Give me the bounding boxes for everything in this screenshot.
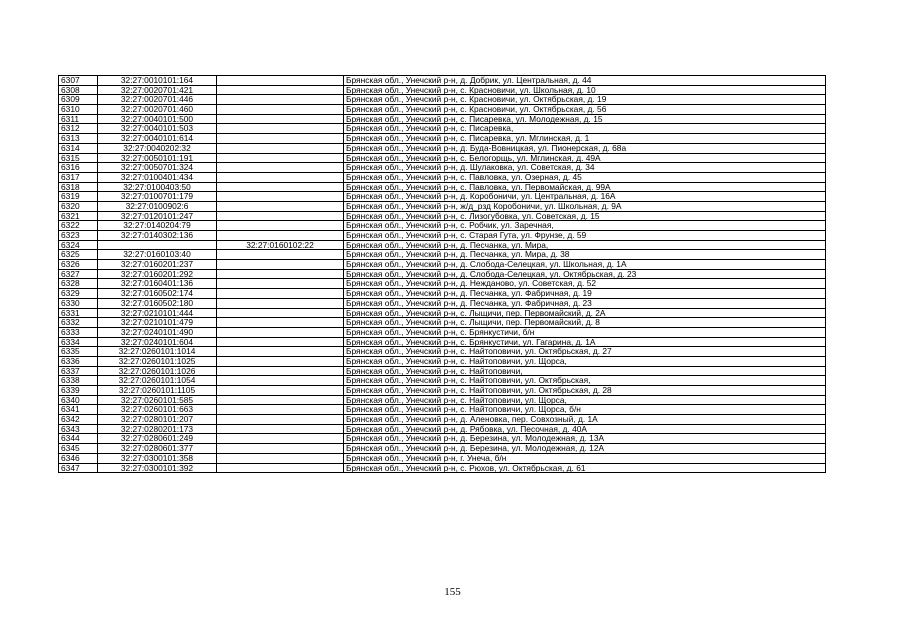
table-row (59, 279, 826, 289)
address-cell: Брянская обл., Унечский р-н, с. Брянкустичи, ул. Гагарина, д. 1А (344, 337, 826, 347)
previous-number-cell (217, 124, 344, 134)
previous-number-cell (217, 105, 344, 115)
table-row (59, 269, 826, 279)
address-cell: Брянская обл., Унечский р-н, с. Лыщичи, пер. Первомайский, д. 8 (344, 318, 826, 328)
row-number-cell: 6313 (59, 134, 98, 144)
cadastral-number-cell: 32:27:0260101:1014 (98, 347, 217, 357)
table-row (59, 289, 826, 299)
row-number-cell: 6316 (59, 163, 98, 173)
table-row (59, 240, 826, 250)
previous-number-cell (217, 231, 344, 241)
cadastral-number-cell: 32:27:0240101:604 (98, 337, 217, 347)
table-row (59, 376, 826, 386)
address-cell: Брянская обл., Унечский р-н, с. Писаревка, (344, 124, 826, 134)
previous-number-cell (217, 434, 344, 444)
table-row (59, 76, 826, 86)
address-cell: Брянская обл., Унечский р-н, с. Павловка, ул. Озерная, д. 45 (344, 172, 826, 182)
address-cell: Брянская обл., Унечский р-н, с. Найтоповичи, ул. Октябрьская, д. 27 (344, 347, 826, 357)
previous-number-cell (217, 415, 344, 425)
address-cell: Брянская обл., Унечский р-н, ж/д_рзд Коробоничи, ул. Школьная, д. 9А (344, 201, 826, 211)
previous-number-cell (217, 463, 344, 473)
row-number-cell: 6344 (59, 434, 98, 444)
row-number-cell: 6311 (59, 114, 98, 124)
row-number-cell: 6307 (59, 76, 98, 86)
previous-number-cell (217, 444, 344, 454)
table-row (59, 298, 826, 308)
cadastral-number-cell: 32:27:0010101:164 (98, 76, 217, 86)
cadastral-number-cell: 32:27:0160502:174 (98, 289, 217, 299)
table-row (59, 211, 826, 221)
previous-number-cell (217, 211, 344, 221)
cadastral-number-cell: 32:27:0040202:32 (98, 143, 217, 153)
previous-number-cell (217, 376, 344, 386)
cadastral-number-cell: 32:27:0260101:1054 (98, 376, 217, 386)
row-number-cell: 6345 (59, 444, 98, 454)
cadastral-number-cell: 32:27:0160502:180 (98, 298, 217, 308)
table-row (59, 308, 826, 318)
table-row (59, 444, 826, 454)
register-table (58, 75, 826, 473)
row-number-cell: 6310 (59, 105, 98, 115)
previous-number-cell (217, 318, 344, 328)
cadastral-number-cell: 32:27:0280601:249 (98, 434, 217, 444)
previous-number-cell (217, 201, 344, 211)
cadastral-number-cell (98, 240, 217, 250)
address-cell: Брянская обл., Унечский р-н, д. Буда-Вовницкая, ул. Пионерская, д. 68а (344, 143, 826, 153)
table-row (59, 424, 826, 434)
address-cell: Брянская обл., Унечский р-н, с. Павловка, ул. Первомайская, д. 99А (344, 182, 826, 192)
table-row (59, 415, 826, 425)
row-number-cell: 6319 (59, 192, 98, 202)
address-cell: Брянская обл., Унечский р-н, с. Красновичи, ул. Октябрьская, д. 19 (344, 95, 826, 105)
previous-number-cell (217, 76, 344, 86)
table-row (59, 95, 826, 105)
address-cell: Брянская обл., Унечский р-н, с. Лизогубовка, ул. Советская, д. 15 (344, 211, 826, 221)
cadastral-number-cell: 32:27:0100401:434 (98, 172, 217, 182)
address-cell: Брянская обл., Унечский р-н, с. Красновичи, ул. Школьная, д. 10 (344, 85, 826, 95)
row-number-cell: 6333 (59, 327, 98, 337)
address-cell: Брянская обл., Унечский р-н, с. Красновичи, ул. Октябрьская, д. 56 (344, 105, 826, 115)
row-number-cell: 6317 (59, 172, 98, 182)
cadastral-number-cell: 32:27:0300101:358 (98, 453, 217, 463)
table-row (59, 318, 826, 328)
address-cell: Брянская обл., Унечский р-н, д. Рябовка, ул. Песочная, д. 40А (344, 424, 826, 434)
address-cell: Брянская обл., Унечский р-н, д. Слобода-Селецкая, ул. Школьная, д. 1А (344, 260, 826, 270)
cadastral-number-cell: 32:27:0260101:663 (98, 405, 217, 415)
row-number-cell: 6347 (59, 463, 98, 473)
cadastral-number-cell: 32:27:0280201:173 (98, 424, 217, 434)
cadastral-number-cell: 32:27:0300101:392 (98, 463, 217, 473)
address-cell: Брянская обл., Унечский р-н, с. Найтоповичи, ул. Щорса, (344, 356, 826, 366)
address-cell: Брянская обл., Унечский р-н, с. Робчик, ул. Заречная, (344, 221, 826, 231)
address-cell: Брянская обл., Унечский р-н, г. Унеча, б/н (344, 453, 826, 463)
previous-number-cell (217, 221, 344, 231)
row-number-cell: 6326 (59, 260, 98, 270)
row-number-cell: 6346 (59, 453, 98, 463)
row-number-cell: 6327 (59, 269, 98, 279)
table-row (59, 153, 826, 163)
previous-number-cell (217, 143, 344, 153)
cadastral-number-cell: 32:27:0020701:421 (98, 85, 217, 95)
address-cell: Брянская обл., Унечский р-н, с. Белогорщь, ул. Мглинская, д. 49А (344, 153, 826, 163)
address-cell: Брянская обл., Унечский р-н, д. Песчанка, ул. Фабричная, д. 19 (344, 289, 826, 299)
table-row (59, 356, 826, 366)
cadastral-number-cell: 32:27:0020701:446 (98, 95, 217, 105)
row-number-cell: 6328 (59, 279, 98, 289)
previous-number-cell (217, 279, 344, 289)
previous-number-cell (217, 260, 344, 270)
table-row (59, 395, 826, 405)
address-cell: Брянская обл., Унечский р-н, д. Березина, ул. Молодежная, д. 13А (344, 434, 826, 444)
row-number-cell: 6321 (59, 211, 98, 221)
address-cell: Брянская обл., Унечский р-н, с. Писаревка, ул. Мглинская, д. 1 (344, 134, 826, 144)
row-number-cell: 6334 (59, 337, 98, 347)
address-cell: Брянская обл., Унечский р-н, с. Писаревка, ул. Молодежная, д. 15 (344, 114, 826, 124)
cadastral-number-cell: 32:27:0210101:479 (98, 318, 217, 328)
previous-number-cell (217, 289, 344, 299)
row-number-cell: 6339 (59, 386, 98, 396)
cadastral-number-cell: 32:27:0040101:614 (98, 134, 217, 144)
address-cell: Брянская обл., Унечский р-н, д. Песчанка, ул. Фабричная, д. 23 (344, 298, 826, 308)
table-row (59, 105, 826, 115)
table-row (59, 405, 826, 415)
previous-number-cell (217, 114, 344, 124)
row-number-cell: 6308 (59, 85, 98, 95)
row-number-cell: 6343 (59, 424, 98, 434)
previous-number-cell (217, 298, 344, 308)
table-row (59, 347, 826, 357)
row-number-cell: 6332 (59, 318, 98, 328)
address-cell: Брянская обл., Унечский р-н, с. Брянкустичи, б/н (344, 327, 826, 337)
previous-number-cell (217, 327, 344, 337)
row-number-cell: 6320 (59, 201, 98, 211)
register-table-body (59, 76, 826, 473)
address-cell: Брянская обл., Унечский р-н, с. Старая Гута, ул. Фрунзе, д. 59 (344, 231, 826, 241)
row-number-cell: 6318 (59, 182, 98, 192)
table-row (59, 172, 826, 182)
row-number-cell: 6336 (59, 356, 98, 366)
address-cell: Брянская обл., Унечский р-н, д. Березина, ул. Молодежная, д. 12А (344, 444, 826, 454)
row-number-cell: 6341 (59, 405, 98, 415)
address-cell: Брянская обл., Унечский р-н, с. Найтоповичи, ул. Октябрьская, (344, 376, 826, 386)
cadastral-number-cell: 32:27:0260101:1026 (98, 366, 217, 376)
table-row (59, 114, 826, 124)
cadastral-number-cell: 32:27:0260101:1105 (98, 386, 217, 396)
address-cell: Брянская обл., Унечский р-н, с. Найтоповичи, (344, 366, 826, 376)
table-row (59, 366, 826, 376)
table-row (59, 163, 826, 173)
table-row (59, 386, 826, 396)
table-row (59, 453, 826, 463)
table-row (59, 182, 826, 192)
previous-number-cell (217, 308, 344, 318)
previous-number-cell (217, 356, 344, 366)
address-cell: Брянская обл., Унечский р-н, с. Рюхов, ул. Октябрьская, д. 61 (344, 463, 826, 473)
previous-number-cell (217, 134, 344, 144)
address-cell: Брянская обл., Унечский р-н, д. Песчанка, ул. Мира, (344, 240, 826, 250)
table-row (59, 463, 826, 473)
cadastral-number-cell: 32:27:0100902:6 (98, 201, 217, 211)
previous-number-cell (217, 453, 344, 463)
row-number-cell: 6322 (59, 221, 98, 231)
table-row (59, 260, 826, 270)
table-row (59, 221, 826, 231)
cadastral-number-cell: 32:27:0160201:237 (98, 260, 217, 270)
cadastral-number-cell: 32:27:0280101:207 (98, 415, 217, 425)
previous-number-cell (217, 250, 344, 260)
row-number-cell: 6329 (59, 289, 98, 299)
cadastral-number-cell: 32:27:0140204:79 (98, 221, 217, 231)
address-cell: Брянская обл., Унечский р-н, д. Песчанка, ул. Мира, д. 38 (344, 250, 826, 260)
address-cell: Брянская обл., Унечский р-н, д. Шулаковка, ул. Советская, д. 34 (344, 163, 826, 173)
table-row (59, 192, 826, 202)
row-number-cell: 6337 (59, 366, 98, 376)
table-row (59, 134, 826, 144)
table-row (59, 231, 826, 241)
address-cell: Брянская обл., Унечский р-н, д. Аленовка, пер. Совхозный, д. 1А (344, 415, 826, 425)
previous-number-cell (217, 172, 344, 182)
cadastral-number-cell: 32:27:0280601:377 (98, 444, 217, 454)
row-number-cell: 6331 (59, 308, 98, 318)
row-number-cell: 6323 (59, 231, 98, 241)
cadastral-number-cell: 32:27:0120101:247 (98, 211, 217, 221)
cadastral-number-cell: 32:27:0040101:503 (98, 124, 217, 134)
table-row (59, 327, 826, 337)
row-number-cell: 6314 (59, 143, 98, 153)
previous-number-cell (217, 163, 344, 173)
previous-number-cell (217, 182, 344, 192)
previous-number-cell (217, 269, 344, 279)
cadastral-number-cell: 32:27:0050101:191 (98, 153, 217, 163)
row-number-cell: 6324 (59, 240, 98, 250)
table-row (59, 250, 826, 260)
cadastral-number-cell: 32:27:0210101:444 (98, 308, 217, 318)
cadastral-number-cell: 32:27:0260101:1025 (98, 356, 217, 366)
previous-number-cell (217, 153, 344, 163)
previous-number-cell (217, 424, 344, 434)
cadastral-number-cell: 32:27:0260101:585 (98, 395, 217, 405)
cadastral-number-cell: 32:27:0240101:490 (98, 327, 217, 337)
table-row (59, 124, 826, 134)
row-number-cell: 6340 (59, 395, 98, 405)
previous-number-cell (217, 386, 344, 396)
page-number: 155 (444, 586, 461, 598)
cadastral-number-cell: 32:27:0050701:324 (98, 163, 217, 173)
address-cell: Брянская обл., Унечский р-н, с. Найтоповичи, ул. Щорса, б/н (344, 405, 826, 415)
address-cell: Брянская обл., Унечский р-н, с. Лыщичи, пер. Первомайский, д. 2А (344, 308, 826, 318)
row-number-cell: 6338 (59, 376, 98, 386)
table-row (59, 337, 826, 347)
row-number-cell: 6312 (59, 124, 98, 134)
address-cell: Брянская обл., Унечский р-н, д. Добрик, ул. Центральная, д. 44 (344, 76, 826, 86)
cadastral-number-cell: 32:27:0160103:40 (98, 250, 217, 260)
previous-number-cell (217, 192, 344, 202)
previous-number-cell: 32:27:0160102:22 (217, 240, 344, 250)
cadastral-number-cell: 32:27:0160401:136 (98, 279, 217, 289)
address-cell: Брянская обл., Унечский р-н, д. Слобода-Селецкая, ул. Октябрьская, д. 23 (344, 269, 826, 279)
row-number-cell: 6315 (59, 153, 98, 163)
row-number-cell: 6335 (59, 347, 98, 357)
address-cell: Брянская обл., Унечский р-н, с. Найтоповичи, ул. Щорса, (344, 395, 826, 405)
previous-number-cell (217, 347, 344, 357)
cadastral-number-cell: 32:27:0040101:500 (98, 114, 217, 124)
table-row (59, 434, 826, 444)
cadastral-number-cell: 32:27:0100403:50 (98, 182, 217, 192)
table-row (59, 201, 826, 211)
previous-number-cell (217, 395, 344, 405)
previous-number-cell (217, 95, 344, 105)
table-row (59, 85, 826, 95)
row-number-cell: 6309 (59, 95, 98, 105)
address-cell: Брянская обл., Унечский р-н, д. Нежданово, ул. Советская, д. 52 (344, 279, 826, 289)
cadastral-number-cell: 32:27:0100701:179 (98, 192, 217, 202)
previous-number-cell (217, 405, 344, 415)
cadastral-number-cell: 32:27:0160201:292 (98, 269, 217, 279)
row-number-cell: 6325 (59, 250, 98, 260)
previous-number-cell (217, 366, 344, 376)
previous-number-cell (217, 85, 344, 95)
cadastral-number-cell: 32:27:0140302:136 (98, 231, 217, 241)
cadastral-number-cell: 32:27:0020701:460 (98, 105, 217, 115)
previous-number-cell (217, 337, 344, 347)
row-number-cell: 6342 (59, 415, 98, 425)
address-cell: Брянская обл., Унечский р-н, с. Найтоповичи, ул. Октябрьская, д. 28 (344, 386, 826, 396)
table-row (59, 143, 826, 153)
row-number-cell: 6330 (59, 298, 98, 308)
address-cell: Брянская обл., Унечский р-н, д. Коробоничи, ул. Центральная, д. 16А (344, 192, 826, 202)
